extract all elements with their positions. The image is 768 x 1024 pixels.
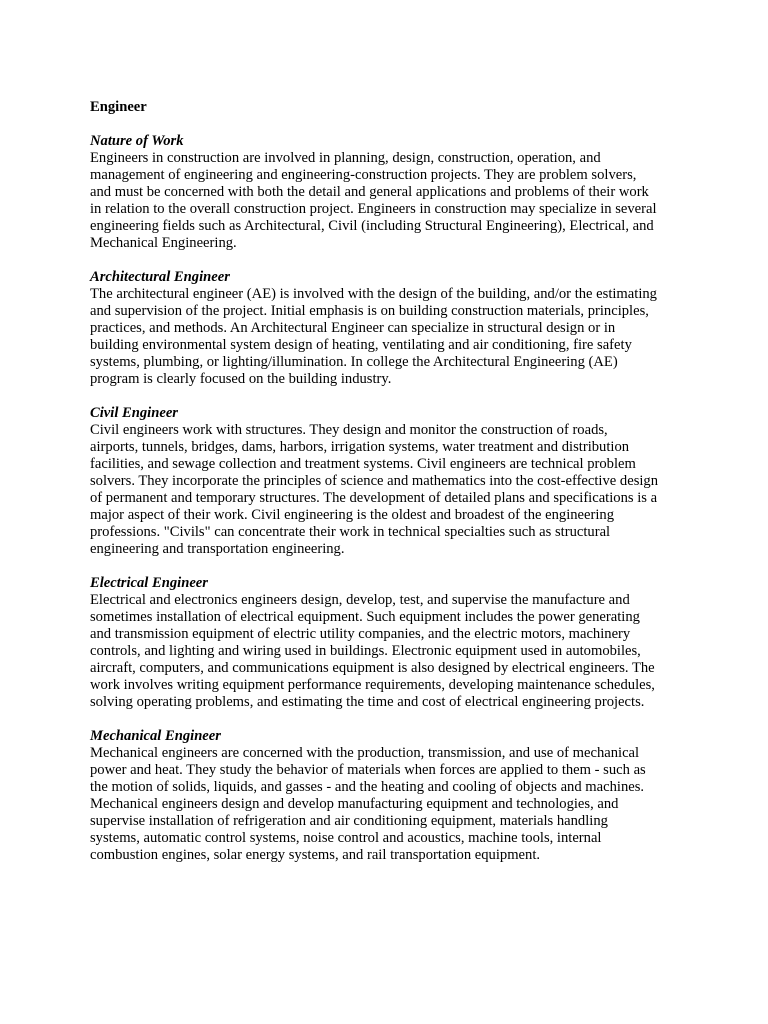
paragraph-line: of permanent and temporary structures. The development of detailed plans and specifications is a: [90, 490, 658, 506]
paragraph-line: controls, and lighting and wiring used in buildings. Electronic equipment used in automobiles,: [90, 643, 641, 659]
section-body: [90, 150, 690, 252]
document-page: [90, 99, 690, 881]
paragraph-line: airports, tunnels, bridges, dams, harbors, irrigation systems, water treatment and distribution: [90, 439, 630, 455]
document-sections: [90, 133, 690, 864]
paragraph-line: and transmission equipment of electric utility companies, and the electric motors, machinery: [90, 626, 631, 642]
paragraph-line: combustion engines, solar energy systems, and rail transportation equipment.: [90, 847, 541, 863]
paragraph-line: the motion of solids, liquids, and gasses - and the heating and cooling of objects and machines.: [90, 779, 645, 795]
paragraph-line: solvers. They incorporate the principles of science and mathematics into the cost-effective design: [90, 473, 659, 489]
paragraph-line: practices, and methods. An Architectural Engineer can specialize in structural design or in: [90, 320, 616, 336]
paragraph-line: major aspect of their work. Civil engineering is the oldest and broadest of the engineering: [90, 507, 615, 523]
paragraph-line: Mechanical engineers are concerned with the production, transmission, and use of mechanical: [90, 745, 640, 761]
paragraph-line: and supervision of the project. Initial emphasis is on building construction materials, principles,: [90, 303, 649, 319]
section: [90, 575, 690, 711]
paragraph-line: supervise installation of refrigeration and air conditioning equipment, materials handling: [90, 813, 608, 829]
paragraph-line: engineering fields such as Architectural, Civil (including Structural Engineering), Electrical, and: [90, 218, 654, 234]
paragraph-line: Civil engineers work with structures. They design and monitor the construction of roads,: [90, 422, 608, 438]
paragraph-line: building environmental system design of heating, ventilating and air conditioning, fire safety: [90, 337, 632, 353]
paragraph-line: aircraft, computers, and communications equipment is also designed by electrical engineers. The: [90, 660, 655, 676]
section-heading: Civil Engineer: [90, 405, 178, 421]
paragraph-line: systems, plumbing, or lighting/illumination. In college the Architectural Engineering (AE): [90, 354, 618, 370]
section: [90, 133, 690, 252]
document-title: Engineer: [90, 99, 147, 115]
section-body: [90, 592, 690, 711]
paragraph-line: power and heat. They study the behavior of materials when forces are applied to them - such as: [90, 762, 646, 778]
paragraph-line: sometimes installation of electrical equipment. Such equipment includes the power generating: [90, 609, 640, 625]
paragraph-line: facilities, and sewage collection and treatment systems. Civil engineers are technical problem: [90, 456, 636, 472]
section-body: [90, 286, 690, 388]
paragraph-line: program is clearly focused on the building industry.: [90, 371, 392, 387]
section-heading: Nature of Work: [90, 133, 184, 149]
section: [90, 728, 690, 864]
paragraph-line: Mechanical Engineering.: [90, 235, 237, 251]
section-heading: Electrical Engineer: [90, 575, 208, 591]
paragraph-line: management of engineering and engineering-construction projects. They are problem solvers,: [90, 167, 637, 183]
paragraph-line: professions. "Civils" can concentrate their work in technical specialties such as structural: [90, 524, 611, 540]
section-heading: Mechanical Engineer: [90, 728, 221, 744]
paragraph-line: solving operating problems, and estimating the time and cost of electrical engineering projects.: [90, 694, 645, 710]
paragraph-line: and must be concerned with both the detail and general applications and problems of their work: [90, 184, 649, 200]
paragraph-line: Mechanical engineers design and develop manufacturing equipment and technologies, and: [90, 796, 619, 812]
paragraph-line: The architectural engineer (AE) is involved with the design of the building, and/or the estimating: [90, 286, 657, 302]
paragraph-line: work involves writing equipment performance requirements, developing maintenance schedules,: [90, 677, 655, 693]
paragraph-line: engineering and transportation engineering.: [90, 541, 345, 557]
paragraph-line: systems, automatic control systems, noise control and acoustics, machine tools, internal: [90, 830, 602, 846]
section: [90, 269, 690, 388]
section-heading: Architectural Engineer: [90, 269, 230, 285]
section-body: [90, 745, 690, 864]
section-body: [90, 422, 690, 558]
paragraph-line: Electrical and electronics engineers design, develop, test, and supervise the manufacture and: [90, 592, 630, 608]
paragraph-line: Engineers in construction are involved in planning, design, construction, operation, and: [90, 150, 601, 166]
paragraph-line: in relation to the overall construction project. Engineers in construction may specialize in several: [90, 201, 657, 217]
section: [90, 405, 690, 558]
